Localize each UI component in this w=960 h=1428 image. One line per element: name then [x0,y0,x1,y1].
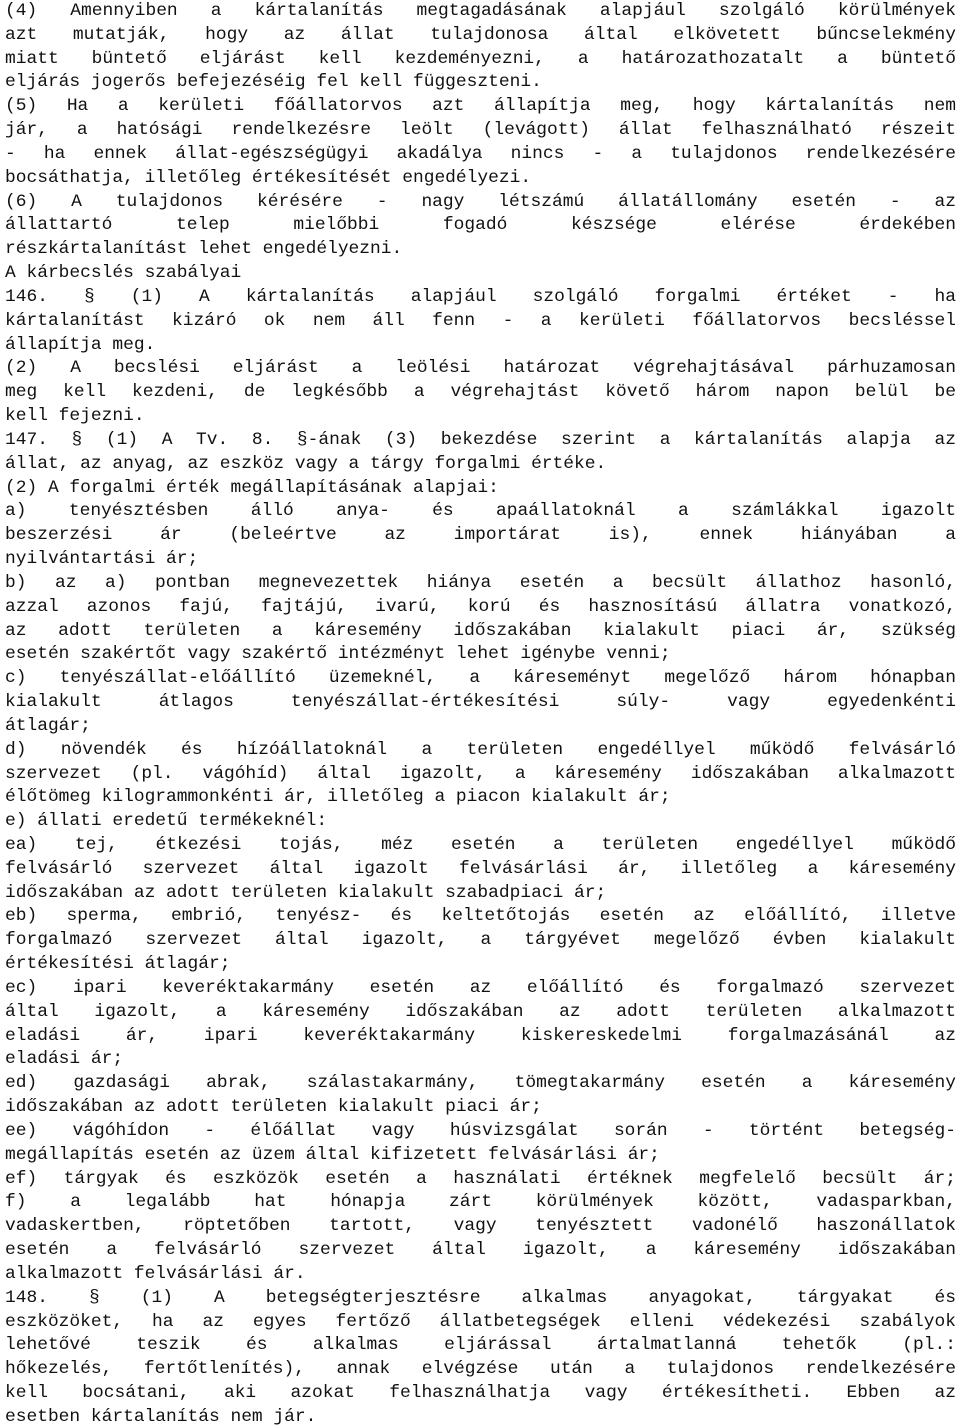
text-line: (6) A tulajdonos kérésére - nagy létszámú állatállomány esetén - az [5,191,956,212]
text-line: időszakában az adott területen kialakult piaci ár; [5,1097,542,1118]
text-line: (2) A forgalmi érték megállapításának alapjai: [5,477,499,498]
text-line: beszerzési ár (beleértve az importárat is), ennek hiányában a [5,525,956,546]
text-line: felvásárló szervezet által igazolt felvásárlási ár, illetőleg a káresemény [5,858,956,879]
text-line: (2) A becslési eljárást a leölési határozat végrehajtásával párhuzamosan [5,358,956,379]
text-line: d) növendék és hízóállatoknál a területen engedéllyel működő felvásárló [5,739,956,760]
text-line: 147. § (1) A Tv. 8. §-ának (3) bekezdése szerint a kártalanítás alapja az [5,429,956,450]
text-line: e) állati eredetű termékeknél: [5,811,328,832]
text-line: meg kell kezdeni, de legkésőbb a végrehajtást követő három napon belül be [5,382,956,403]
text-line: lehetővé teszik és alkalmas eljárással ártalmatlanná tehetők (pl.: [5,1335,956,1356]
text-line: esetben kártalanítás nem jár. [5,1406,317,1427]
text-line: az adott területen a káresemény időszakában kialakult piaci ár, szükség [5,620,956,641]
text-line: állattartó telep mielőbbi fogadó készsége elérése érdekében [5,215,956,236]
text-line: szervezet (pl. vágóhíd) által igazolt, a káresemény időszakában alkalmazott [5,763,956,784]
text-line: azt mutatják, hogy az állat tulajdonosa által elkövetett bűncselekmény [5,24,956,45]
text-line: ef) tárgyak és eszközök esetén a használati értéknek megfelelő becsült ár; [5,1168,956,1189]
text-line: a) tenyésztésben álló anya- és apaállatoknál a számlákkal igazolt [5,501,956,522]
text-line: vadaskertben, röptetőben tartott, vagy tenyésztett vadonélő haszonállatok [5,1216,956,1237]
text-line: részkártalanítást lehet engedélyezni. [5,239,403,260]
text-line: kell fejezni. [5,406,145,427]
text-line: nyilvántartási ár; [5,549,199,570]
text-line: kártalanítást kizáró ok nem áll fenn - a kerületi főállatorvos becsléssel [5,310,956,331]
text-line: eb) sperma, embrió, tenyész- és keltetőtojás esetén az előállító, illetve [5,906,956,927]
text-line: eszközöket, ha az egyes fertőző állatbetegségek elleni védekezési szabályok [5,1311,956,1332]
text-line: alkalmazott felvásárlási ár. [5,1263,306,1284]
text-line: megállapítás esetén az üzem által kifizetett felvásárlási ár; [5,1144,660,1165]
text-line: - ha ennek állat-egészségügyi akadálya nincs - a tulajdonos rendelkezésére [5,143,956,164]
text-line: ec) ipari keveréktakarmány esetén az előállító és forgalmazó szervezet [5,977,956,998]
text-line: ee) vágóhídon - élőállat vagy húsvizsgálat során - történt betegség- [5,1120,956,1141]
text-line: esetén szakértőt vagy szakértő intézményt lehet igénybe venni; [5,644,671,665]
text-line: időszakában az adott területen kialakult szabadpiaci ár; [5,882,607,903]
text-line: 146. § (1) A kártalanítás alapjául szolgáló forgalmi értéket - ha [5,286,956,307]
text-line: A kárbecslés szabályai [5,263,242,284]
text-line: állapítja meg. [5,334,156,355]
text-line: által igazolt, a káresemény időszakában az adott területen alkalmazott [5,1001,956,1022]
text-line: c) tenyészállat-előállító üzemeknél, a káreseményt megelőző három hónapban [5,668,956,689]
text-line: 148. § (1) A betegségterjesztésre alkalmas anyagokat, tárgyakat és [5,1287,956,1308]
text-line: (5) Ha a kerületi főállatorvos azt állapítja meg, hogy kártalanítás nem [5,96,956,117]
text-line: értékesítési átlagár; [5,954,231,975]
text-line: miatt büntető eljárást kell kezdeményezni, a határozathozatalt a büntető [5,48,956,69]
text-line: ea) tej, étkezési tojás, méz esetén a területen engedéllyel működő [5,834,956,855]
text-line: b) az a) pontban megnevezettek hiánya esetén a becsült állathoz hasonló, [5,572,956,593]
text-line: azzal azonos fajú, fajtájú, ivarú, korú és hasznosítású állatra vonatkozó, [5,596,956,617]
text-line: eljárás jogerős befejezéséig fel kell függeszteni. [5,72,542,93]
text-line: esetén a felvásárló szervezet által igazolt, a káresemény időszakában [5,1240,956,1261]
text-line: (4) Amennyiben a kártalanítás megtagadásának alapjául szolgáló körülmények [5,1,956,21]
text-line: bocsáthatja, illetőleg értékesítését engedélyezi. [5,167,532,188]
text-line: élőtömeg kilogrammonkénti ár, illetőleg a piacon kialakult ár; [5,787,671,808]
text-line: kell bocsátani, aki azokat felhasználhatja vagy értékesítheti. Ebben az [5,1383,956,1404]
text-line: eladási ár, ipari keveréktakarmány kiskereskedelmi forgalmazásánál az [5,1025,956,1046]
text-line: eladási ár; [5,1049,124,1070]
text-line: hőkezelés, fertőtlenítés), annak elvégzése után a tulajdonos rendelkezésére [5,1359,956,1380]
text-line: kialakult átlagos tenyészállat-értékesítési súly- vagy egyedenkénti [5,692,956,713]
text-line: f) a legalább hat hónapja zárt körülmények között, vadasparkban, [5,1192,956,1213]
text-line: forgalmazó szervezet által igazolt, a tárgyévet megelőző évben kialakult [5,930,956,951]
text-line: átlagár; [5,715,91,736]
text-line: jár, a hatósági rendelkezésre leölt (levágott) állat felhasználható részeit [5,120,956,141]
text-line: ed) gazdasági abrak, szálastakarmány, tömegtakarmány esetén a káresemény [5,1073,956,1094]
text-line: állat, az anyag, az eszköz vagy a tárgy forgalmi értéke. [5,453,607,474]
